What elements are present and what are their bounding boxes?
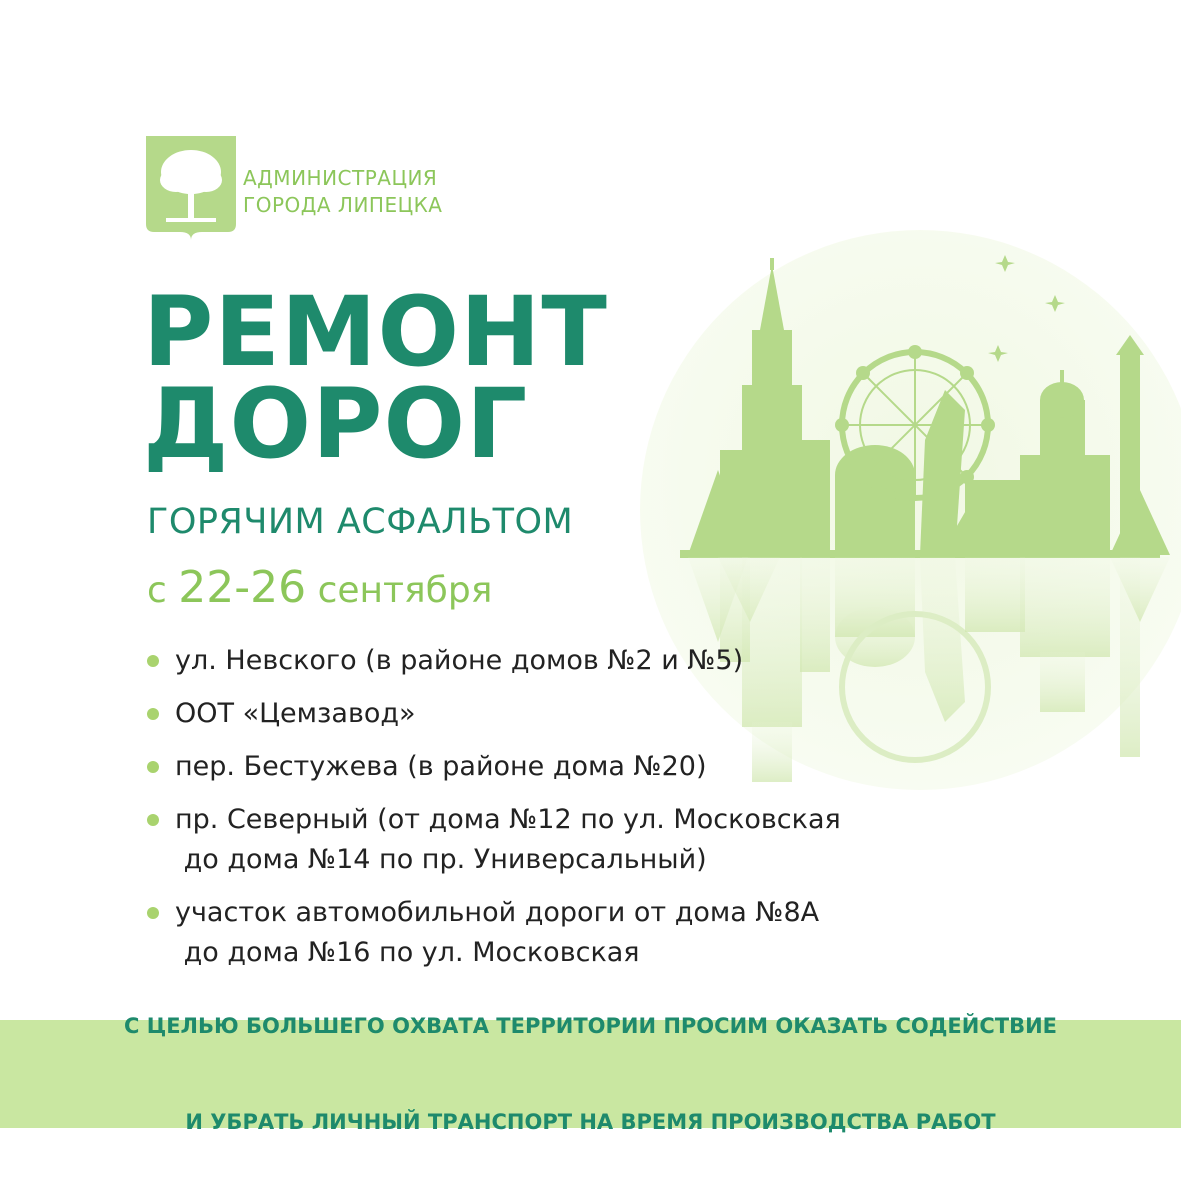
title-line-1: РЕМОНТ — [143, 276, 608, 388]
date-range — [147, 562, 492, 613]
date-month: сентября — [317, 570, 493, 611]
list-item — [147, 800, 841, 880]
bullet-icon — [147, 907, 159, 919]
list-item-text: ул. Невского (в районе домов №2 и №5) — [175, 645, 744, 676]
list-item-text: ООТ «Цемзавод» — [175, 698, 416, 729]
notice-banner — [0, 1014, 1181, 1134]
logo-line-2: ГОРОДА ЛИПЕЦКА — [243, 193, 443, 217]
logo-text — [243, 165, 443, 219]
notice-text — [124, 946, 1057, 1181]
notice-line-1: С ЦЕЛЬЮ БОЛЬШЕГО ОХВАТА ТЕРРИТОРИИ ПРОСИМ ОКАЗАТЬ СОДЕЙСТВИЕ — [124, 1014, 1057, 1038]
bullet-icon — [147, 655, 159, 667]
subtitle: ГОРЯЧИМ АСФАЛЬТОМ — [147, 502, 574, 542]
page-title — [143, 276, 608, 480]
list-item-text: пер. Бестужева (в районе дома №20) — [175, 751, 707, 782]
list-item-text: участок автомобильной дороги от дома №8А до дома №16 по ул. Московская — [175, 897, 820, 968]
logo-line-1: АДМИНИСТРАЦИЯ — [243, 166, 438, 190]
date-days: 22-26 — [178, 562, 307, 613]
city-emblem-logo — [146, 136, 236, 240]
list-item — [147, 641, 841, 681]
bullet-icon — [147, 761, 159, 773]
list-item — [147, 747, 841, 787]
title-line-2: ДОРОГ — [143, 368, 529, 480]
bullet-icon — [147, 708, 159, 720]
bullet-icon — [147, 814, 159, 826]
list-item-text: пр. Северный (от дома №12 по ул. Московская до дома №14 по пр. Универсальный) — [175, 804, 841, 875]
notice-line-2: И УБРАТЬ ЛИЧНЫЙ ТРАНСПОРТ НА ВРЕМЯ ПРОИЗВОДСТВА РАБОТ — [185, 1110, 996, 1134]
locations-list — [147, 641, 841, 986]
date-prefix: с — [147, 570, 167, 611]
list-item — [147, 694, 841, 734]
